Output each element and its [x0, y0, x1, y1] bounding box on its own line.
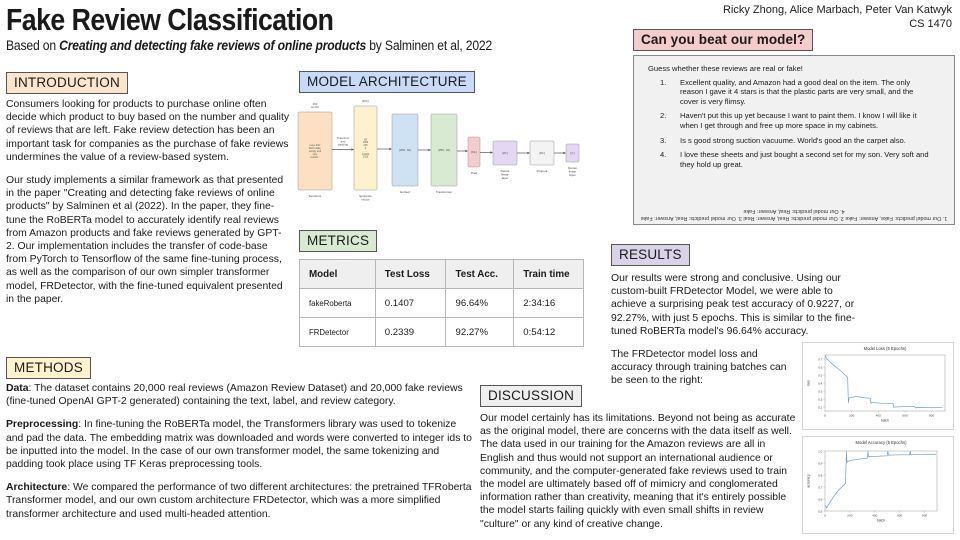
x-tick-label: 800	[921, 513, 928, 518]
svg-text:(20,): (20,)	[538, 151, 546, 155]
cell-test-acc: 96.64%	[446, 289, 514, 318]
x-tick-label: 200	[847, 513, 853, 518]
methods-preprocessing-paragraph	[6, 418, 472, 471]
list-item	[642, 78, 946, 107]
beat-panel-prompt: Guess whether these reviews are real or fake!	[648, 64, 803, 73]
review-number: 3.	[660, 135, 667, 145]
section-header-discussion: DISCUSSION	[480, 385, 582, 407]
svg-text:Transformer: Transformer	[435, 190, 453, 194]
x-tick-label: 200	[849, 413, 855, 418]
cell-test-loss: 0.2339	[375, 318, 446, 347]
svg-text:(32,): (32,)	[470, 150, 478, 154]
y-tick-label: 0.7	[818, 485, 823, 490]
page-title: Fake Review Classification	[6, 2, 334, 37]
chart-series-line	[826, 356, 943, 408]
methods-data-label: Data	[6, 383, 29, 394]
table-row	[300, 318, 584, 347]
svg-text:Love this!Well made,sturdy, an: Love this! Well made, sturdy, and very comfor...	[308, 144, 322, 159]
section-header-metrics: METRICS	[299, 230, 377, 252]
column-header-model: Model	[300, 260, 376, 289]
x-tick-label: 0	[824, 413, 826, 418]
discussion-body	[480, 412, 798, 531]
course-code: CS 1470	[909, 18, 952, 30]
model-loss-svg	[803, 343, 953, 429]
results-paragraph-1: Our results were strong and conclusive. Using our custom-built FRDetector Model, we were able to achieve a surprising peak test accuracy of 0.9227, or 92.27%, with just 5 epochs. This is similar to the fine-tuned RoBERTa model's 96.64% accuracy.	[611, 273, 856, 337]
section-header-methods: METHODS	[6, 357, 91, 379]
y-tick-label: 0.7	[818, 357, 823, 362]
x-tick-label: 0	[824, 513, 826, 518]
y-axis-label: accuracy	[806, 474, 811, 488]
svg-text:Denselinearlayer: Dense linear layer	[500, 169, 510, 180]
model-architecture-diagram	[292, 96, 598, 216]
author-names: Ricky Zhong, Alice Marbach, Peter Van Katwyk	[722, 4, 952, 16]
column-header-test-loss: Test Loss	[375, 260, 446, 289]
y-tick-label: 0.3	[818, 389, 823, 394]
x-tick-label: 600	[897, 513, 903, 518]
svg-text:Embed: Embed	[400, 190, 410, 194]
beat-our-model-panel	[633, 55, 955, 225]
review-number: 2.	[660, 111, 667, 121]
svg-text:Pool: Pool	[470, 171, 478, 175]
x-axis-label: batch	[880, 418, 890, 423]
model-accuracy-svg	[803, 437, 953, 533]
cell-test-loss: 0.1407	[375, 289, 446, 318]
methods-architecture-paragraph	[6, 481, 472, 521]
review-text: Excellent quality, and Amazon had a good deal on the item. The only reason I gave it 4 stars is that the plastic parts are very small, and the cover is very flimsy.	[680, 77, 914, 106]
section-header-introduction: INTRODUCTION	[6, 72, 128, 94]
methods-data-paragraph	[6, 382, 472, 408]
page-subtitle	[6, 38, 492, 53]
column-header-test-acc: Test Acc.	[446, 260, 514, 289]
list-item	[642, 111, 946, 130]
svg-text:(250, 32): (250, 32)	[437, 148, 451, 152]
cell-train-time: 0:54:12	[514, 318, 584, 347]
chart-title: Model Loss (5 Epochs)	[863, 346, 907, 351]
architecture-svg	[292, 96, 598, 216]
list-item	[642, 136, 946, 146]
cell-test-acc: 92.27%	[446, 318, 514, 347]
svg-text:Sentence: Sentence	[308, 194, 322, 198]
subtitle-paper-title: Creating and detecting fake reviews of online products	[59, 38, 367, 53]
model-loss-chart	[802, 342, 954, 430]
section-header-beat-our-model: Can you beat our model?	[633, 29, 813, 51]
y-tick-label: 0.8	[818, 473, 823, 478]
subtitle-suffix: by Salminen et al, 2022	[366, 38, 493, 53]
cell-model: FRDetector	[300, 318, 376, 347]
metrics-table	[299, 259, 584, 347]
methods-architecture-text: : We compared the performance of two different architectures: the pretrained TFRoberta Transformer model, and our own custom architecture FRDetector, which was a more simplified transformer architecture and used multi-headed attention.	[6, 482, 472, 520]
column-header-train-time: Train time	[514, 260, 584, 289]
methods-architecture-label: Architecture	[6, 482, 68, 494]
methods-preprocessing-label: Preprocessing	[6, 419, 79, 431]
review-text: Haven't put this up yet because I want to paint them. I know I will like it when I get through and free up more space in my cabinets.	[680, 111, 917, 130]
section-header-model-architecture: MODEL ARCHITECTURE	[299, 71, 475, 93]
review-number: 1.	[660, 77, 667, 87]
x-tick-label: 600	[902, 413, 908, 418]
review-text: I love these sheets and just bought a second set for my son. Very soft and they hold up great.	[680, 150, 929, 169]
svg-text:(20,): (20,)	[501, 151, 509, 155]
svg-text:250words: 250 words	[311, 101, 319, 109]
svg-text:Dropout: Dropout	[536, 169, 548, 173]
y-tick-label: 0.2	[818, 397, 823, 402]
introduction-paragraph-2: Our study implements a similar framework as that presented in the paper "Creating and detecting fake reviews of online products" by Salminen et al (2022). In the paper, they fine-tune the RoBERTa model to accurately identify real reviews from Amazon products and fake reviews generated by GPT-2. Our implementation includes the transfer of code-base from PyTorch to Tensorflow of the same fine-tuning process, as well as the comparison of our own simpler transformer model, FRDetector, with the fine-tuned equivalent presented in the paper.	[6, 175, 284, 305]
subtitle-prefix: Based on	[6, 38, 60, 53]
model-accuracy-chart	[802, 436, 954, 534]
x-tick-label: 400	[875, 413, 881, 418]
svg-text:(250, 32): (250, 32)	[398, 148, 412, 152]
discussion-paragraph-1: Our model certainly has its limitations. Beyond not being as accurate as the original model, there are concerns with the data itself as well. The data used in our training for the Amazon reviews are all in English and thus would not support an international audience or community, and the computer-generated fake reviews used to train the model are ultimately based off of mimicry and conglomerated information rather than creativity, meaning that it's entirely possible the model starts failing quickly with even small shifts in review "culture" or any kind of creative change.	[480, 413, 796, 530]
answer-key-upside-down: 1. Our model predicts: Fake, Answer: Fake 2. Our model predicts: Real, Answer: Real 3. Our model predicts: Real, Answer: Fake 4. Our model predicts: Real, Answer: Fake	[640, 208, 948, 221]
methods-body	[6, 382, 472, 521]
authors-block	[723, 3, 952, 31]
cell-train-time: 2:34:16	[514, 289, 584, 318]
review-text: Is s good strong suction vacuume. World's good an the carpet also.	[680, 135, 906, 145]
table-row	[300, 289, 584, 318]
x-tick-label: 800	[929, 413, 935, 418]
introduction-paragraph-1: Consumers looking for products to purchase online often decide which product to buy based on the number and quality of reviews that are left. Fake review detection has been an important task for companies as the purchase of fake reviews undermines the value of a review-based system.	[6, 99, 290, 163]
y-tick-label: 0.6	[818, 365, 823, 370]
methods-preprocessing-text: : In fine-tuning the RoBERTa model, the Transformers library was used to tokenize and pad the data. The embedding matrix was downloaded and words were converted to integer ids to be inputted into the model. In the case of our own transformer model, the same tokenizing and padding took place using TF Keras preprocessing tools.	[6, 419, 472, 471]
y-tick-label: 0.4	[818, 381, 823, 386]
y-tick-label: 1.0	[818, 449, 823, 454]
svg-text:(250,): (250,)	[361, 99, 370, 103]
y-tick-label: 0.1	[818, 405, 823, 410]
methods-data-text: : The dataset contains 20,000 real reviews (Amazon Review Dataset) and 20,000 fake reviews (fine-tuned OpenAI GPT-2 generated) containing the text, label, and review category.	[6, 383, 463, 408]
section-header-results: RESULTS	[611, 244, 690, 266]
review-number: 4.	[660, 150, 667, 160]
review-list	[642, 78, 946, 170]
chart-frame	[825, 355, 945, 411]
y-tick-label: 0.9	[818, 461, 823, 466]
table-header-row	[300, 260, 584, 289]
svg-text:(2,): (2,)	[570, 151, 575, 155]
chart-title: Model Accuracy (5 Epochs)	[855, 440, 907, 445]
svg-text:6919942453....151922026: 69 1994 245 3 .... 15192 2026	[362, 138, 369, 159]
x-tick-label: 400	[872, 513, 878, 518]
y-tick-label: 0.6	[818, 497, 823, 502]
introduction-body	[6, 98, 290, 306]
y-tick-label: 0.5	[818, 509, 823, 514]
results-paragraph-2: The FRDetector model loss and accuracy through training batches can be seen to the right:	[611, 349, 787, 387]
chart-series-line	[826, 451, 936, 508]
x-axis-label: batch	[876, 518, 886, 523]
chart-frame	[825, 451, 937, 511]
y-axis-label: loss	[806, 380, 811, 386]
svg-text:Tokenizerandpadding: Tokenizer and padding	[336, 136, 350, 147]
list-item	[642, 150, 946, 169]
y-tick-label: 0.5	[818, 373, 823, 378]
cell-model: fakeRoberta	[300, 289, 376, 318]
svg-text:Denselinearlayer: Dense linear layer	[568, 166, 577, 177]
svg-text:Sentencevector: Sentence vector	[359, 194, 372, 202]
